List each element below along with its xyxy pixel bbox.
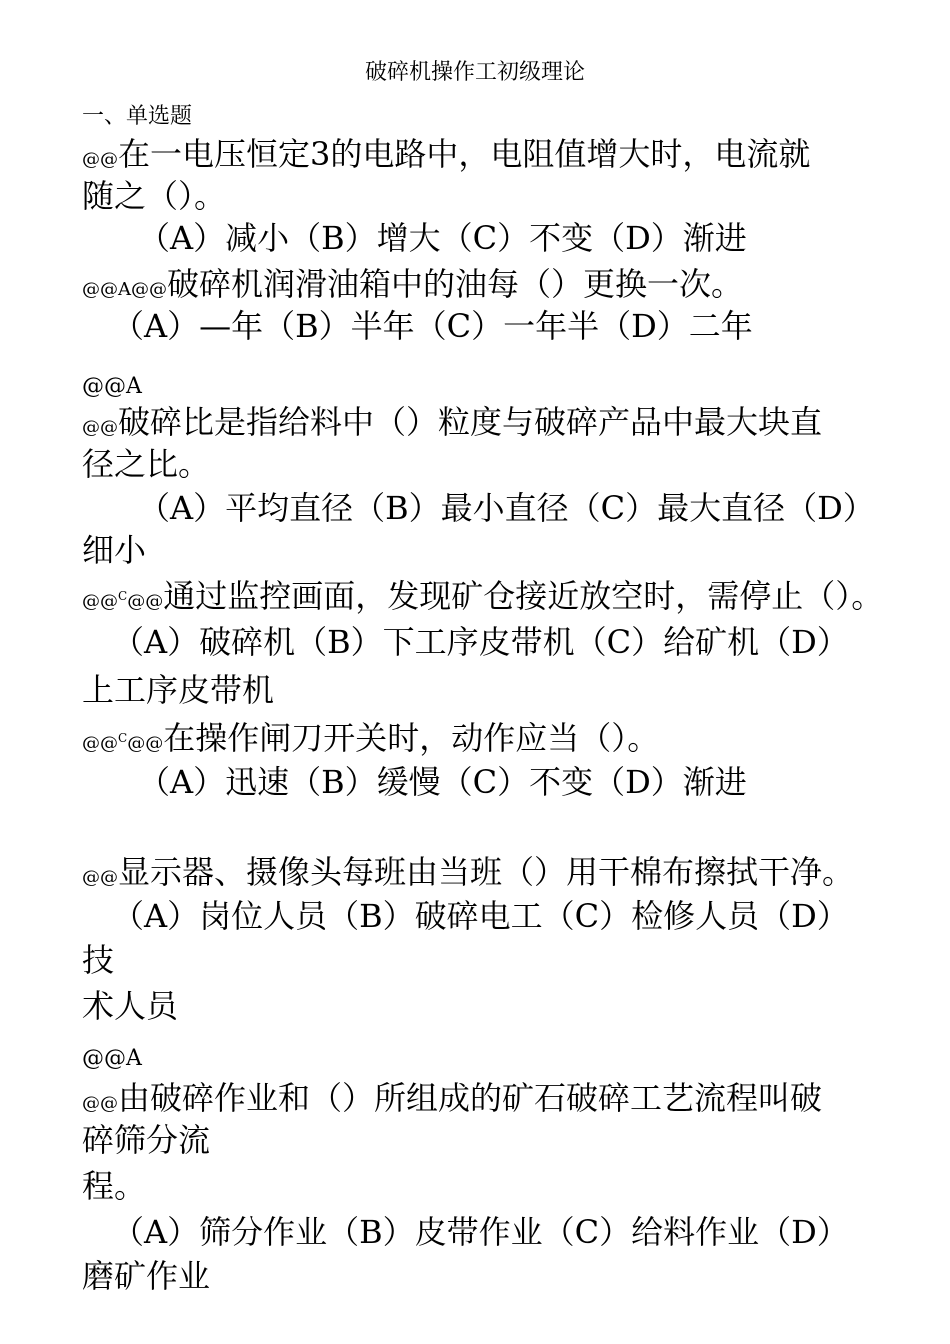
question-1-line-2: 随之（）。 [82, 177, 227, 215]
question-4-tag [82, 591, 163, 612]
question-3-options: （A）平均直径（B）最小直径（C）最大直径（D） [138, 489, 875, 527]
question-6-line-1 [82, 850, 854, 900]
question-5-line-1 [82, 716, 659, 766]
question-1-options: （A）减小（B）增大（C）不变（D）渐进 [138, 219, 747, 257]
question-6-line-2: 技 [82, 941, 115, 979]
question-3-tag: @@ [82, 417, 118, 438]
question-5-tag-sup: C [118, 731, 128, 745]
question-2-answer: @@A [82, 374, 142, 399]
question-4-tag-a: @@ [82, 591, 118, 612]
question-6-text: 显示器、摄像头每班由当班（）用干棉布擦拭干净。 [118, 853, 855, 891]
question-7-options: （A）筛分作业（B）皮带作业（C）给料作业（D） [112, 1213, 849, 1251]
document-title: 破碎机操作工初级理论 [364, 60, 585, 85]
question-7-text: 由破碎作业和（）所组成的矿石破碎工艺流程叫破 [118, 1079, 823, 1117]
question-5-text: 在操作闸刀开关时，动作应当（）。 [163, 719, 660, 757]
question-2-options: （A）—年（B）半年（C）一年半（D）二年 [112, 307, 753, 345]
question-5-options: （A）迅速（B）缓慢（C）不变（D）渐进 [138, 763, 747, 801]
question-7-line-4: 磨矿作业 [82, 1257, 211, 1295]
question-7-line-3: 程。 [82, 1167, 147, 1205]
question-7-line-2: 碎筛分流 [82, 1121, 211, 1159]
question-5-tag-b: @@ [127, 733, 164, 754]
question-3-line-2: 径之比。 [82, 445, 211, 483]
question-7-tag: @@ [82, 1093, 118, 1114]
question-6-options: （A）岗位人员（B）破碎电工（C）检修人员（D） [112, 897, 849, 935]
question-5-tag [82, 733, 163, 754]
question-4-line-2: 上工序皮带机 [82, 671, 275, 709]
question-5-tag-a: @@ [82, 733, 118, 754]
question-6-line-3: 术人员 [82, 987, 179, 1025]
question-2-tag: @@A@@ [82, 279, 167, 300]
question-3-line-3: 细小 [82, 531, 147, 569]
question-2-text: 破碎机润滑油箱中的油每（）更换一次。 [167, 265, 744, 303]
question-4-line-1 [82, 574, 883, 624]
question-1-text: 在一电压恒定3的电路中，电阻值增大时，电流就 [118, 135, 811, 173]
question-6-tag: @@ [82, 867, 118, 888]
question-1-tag: @@ [82, 149, 118, 170]
question-4-tag-b: @@ [127, 591, 164, 612]
question-4-options: （A）破碎机（B）下工序皮带机（C）给矿机（D） [112, 623, 849, 661]
section-heading: 一、单选题 [82, 104, 193, 129]
question-3-text: 破碎比是指给料中（）粒度与破碎产品中最大块直 [118, 403, 823, 441]
question-6-answer: @@A [82, 1046, 142, 1071]
question-4-tag-sup: C [118, 589, 128, 603]
question-4-text: 通过监控画面，发现矿仓接近放空时，需停止（）。 [163, 577, 884, 615]
